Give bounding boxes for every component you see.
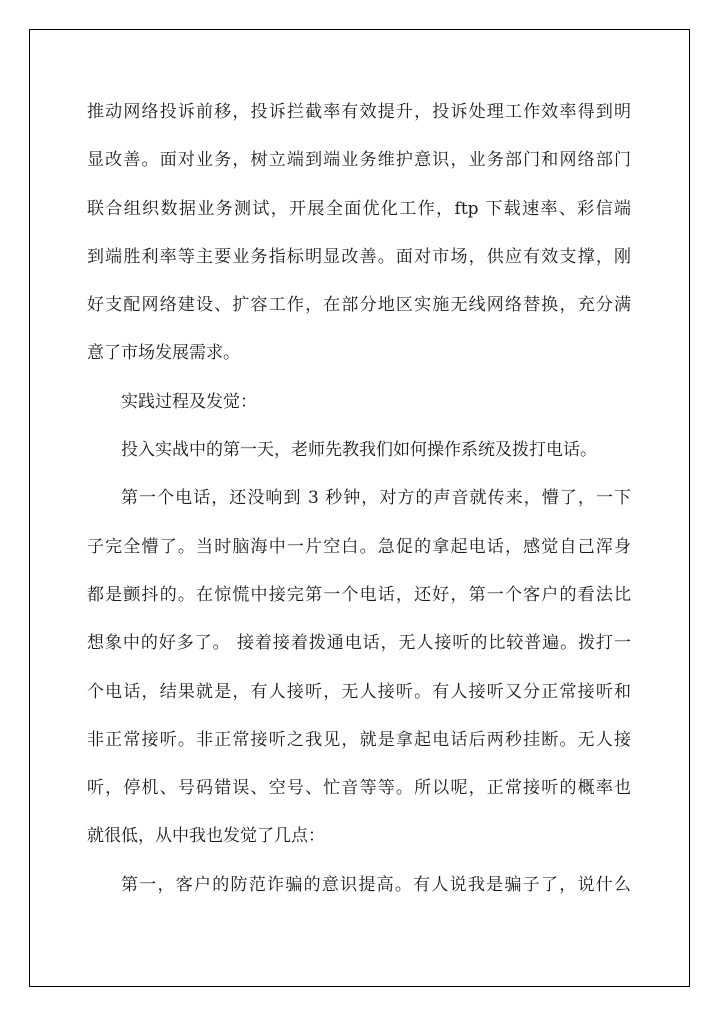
text-line: 听，停机、号码错误、空号、忙音等等。所以呢，正常接听的概率也 <box>87 778 631 799</box>
text-line: 想象中的好多了。 接着接着拨通电话，无人接听的比较普遍。拨打一 <box>87 633 631 654</box>
document-body <box>87 88 631 909</box>
text-line: 推动网络投诉前移，投诉拦截率有效提升，投诉处理工作效率得到明 <box>87 102 631 122</box>
text-line: 第一个电话，还没响到 3 秒钟，对方的声音就传来，懵了，一下 <box>121 488 631 509</box>
text-line: 第一，客户的防范诈骗的意识提高。有人说我是骗子了，说什么 <box>121 874 631 895</box>
text-line: 子完全懵了。当时脑海中一片空白。急促的拿起电话，感觉自己浑身 <box>87 536 631 557</box>
text-line: 显改善。面对业务，树立端到端业务维护意识，业务部门和网络部门 <box>87 150 631 171</box>
text-line: 都是颤抖的。在惊慌中接完第一个电话，还好，第一个客户的看法比 <box>87 584 631 605</box>
text-line: 投入实战中的第一天，老师先教我们如何操作系统及拨打电话。 <box>121 440 597 461</box>
text-line: 意了市场发展需求。 <box>87 343 240 364</box>
text-line: 到端胜利率等主要业务指标明显改善。面对市场，供应有效支撑，刚 <box>87 246 631 267</box>
section-heading: 实践过程及发觉： <box>121 391 257 412</box>
text-line: 个电话，结果就是，有人接听，无人接听。有人接听又分正常接听和 <box>87 681 631 702</box>
text-line: 就很低，从中我也发觉了几点： <box>87 826 325 847</box>
text-line: 好支配网络建设、扩容工作，在部分地区实施无线网络替换，充分满 <box>87 295 631 316</box>
text-line: 联合组织数据业务测试，开展全面优化工作，ftp 下载速率、彩信端 <box>87 198 631 219</box>
text-line: 非正常接听。非正常接听之我见，就是拿起电话后两秒挂断。无人接 <box>87 729 631 750</box>
